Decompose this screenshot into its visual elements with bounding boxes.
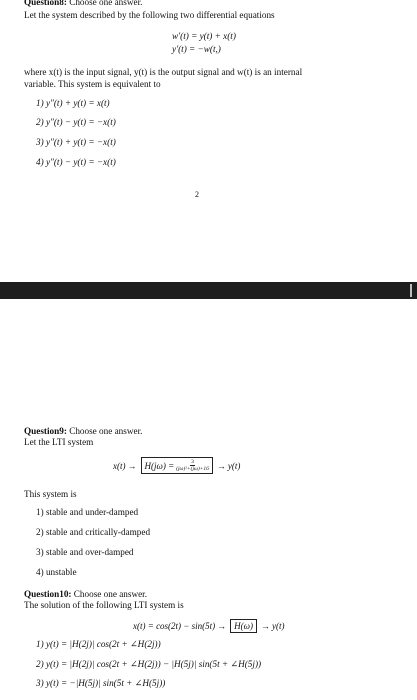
q8-description-line-2: variable. This system is equivalent to	[24, 79, 161, 89]
q10-intro: The solution of the following LTI system is	[24, 600, 184, 610]
q8-option-4[interactable]: 4) y″(t) − y(t) = −x(t)	[36, 157, 116, 167]
q9-input-signal: x(t)	[113, 460, 126, 471]
arrow-right-icon: →	[217, 621, 227, 631]
arrow-right-icon: →	[127, 460, 137, 471]
q9-fraction-denominator: (jω)²+(jω)+16	[176, 466, 209, 472]
q9-system-is: This system is	[24, 489, 77, 499]
q8-equation-2: y′(t) = −w(t,)	[172, 44, 221, 54]
question-8-page	[0, 0, 417, 282]
q9-transfer-function-box	[141, 457, 213, 474]
q8-option-1[interactable]: 1) y″(t) + y(t) = x(t)	[36, 98, 110, 108]
q10-input-signal: x(t) = cos(2t) − sin(5t)	[133, 621, 216, 631]
q10-option-1[interactable]: 1) y(t) = |H(2j)| cos(2t + ∠H(2j))	[36, 639, 161, 649]
q9-h-label: H(jω) =	[144, 460, 175, 471]
q9-fraction	[176, 459, 209, 472]
q9-option-4[interactable]: 4) unstable	[36, 567, 77, 577]
q10-output-signal: y(t)	[271, 621, 285, 631]
scrollbar-thumb[interactable]	[410, 284, 412, 297]
q9-option-3[interactable]: 3) stable and over-damped	[36, 547, 134, 557]
page-divider	[0, 282, 417, 299]
q9-block-diagram	[113, 457, 240, 474]
q9-fraction-numerator: 3	[191, 459, 194, 465]
q9-intro: Let the LTI system	[24, 437, 94, 447]
q10-header: Question10: Choose one answer.	[24, 589, 148, 599]
q9-output-signal: y(t)	[227, 460, 241, 471]
arrow-right-icon: →	[260, 621, 270, 631]
q8-option-3[interactable]: 3) y″(t) + y(t) = −x(t)	[36, 137, 116, 147]
q8-equation-1: w′(t) = y(t) + x(t)	[172, 31, 236, 41]
q8-option-2[interactable]: 2) y″(t) − y(t) = −x(t)	[36, 117, 116, 127]
q8-description-line-1: where x(t) is the input signal, y(t) is the output signal and w(t) is an internal	[24, 67, 303, 77]
page-number: 2	[195, 190, 199, 199]
arrow-right-icon: →	[216, 460, 226, 471]
q8-header: Question8: Choose one answer.	[24, 0, 143, 7]
q9-option-2[interactable]: 2) stable and critically-damped	[36, 527, 151, 537]
q10-option-2[interactable]: 2) y(t) = |H(2j)| cos(2t + ∠H(2j)) − |H(5j)| sin(5t + ∠H(5j))	[36, 659, 262, 669]
q10-block-diagram	[133, 619, 284, 633]
q8-intro: Let the system described by the following two differential equations	[24, 10, 275, 20]
q10-option-3[interactable]: 3) y(t) = −|H(5j)| sin(5t + ∠H(5j))	[36, 678, 166, 688]
q10-transfer-function-box: H(ω)	[230, 619, 257, 633]
q9-option-1[interactable]: 1) stable and under-damped	[36, 507, 139, 517]
q9-header: Question9: Choose one answer.	[24, 426, 143, 436]
questions-9-10-page	[0, 299, 417, 700]
